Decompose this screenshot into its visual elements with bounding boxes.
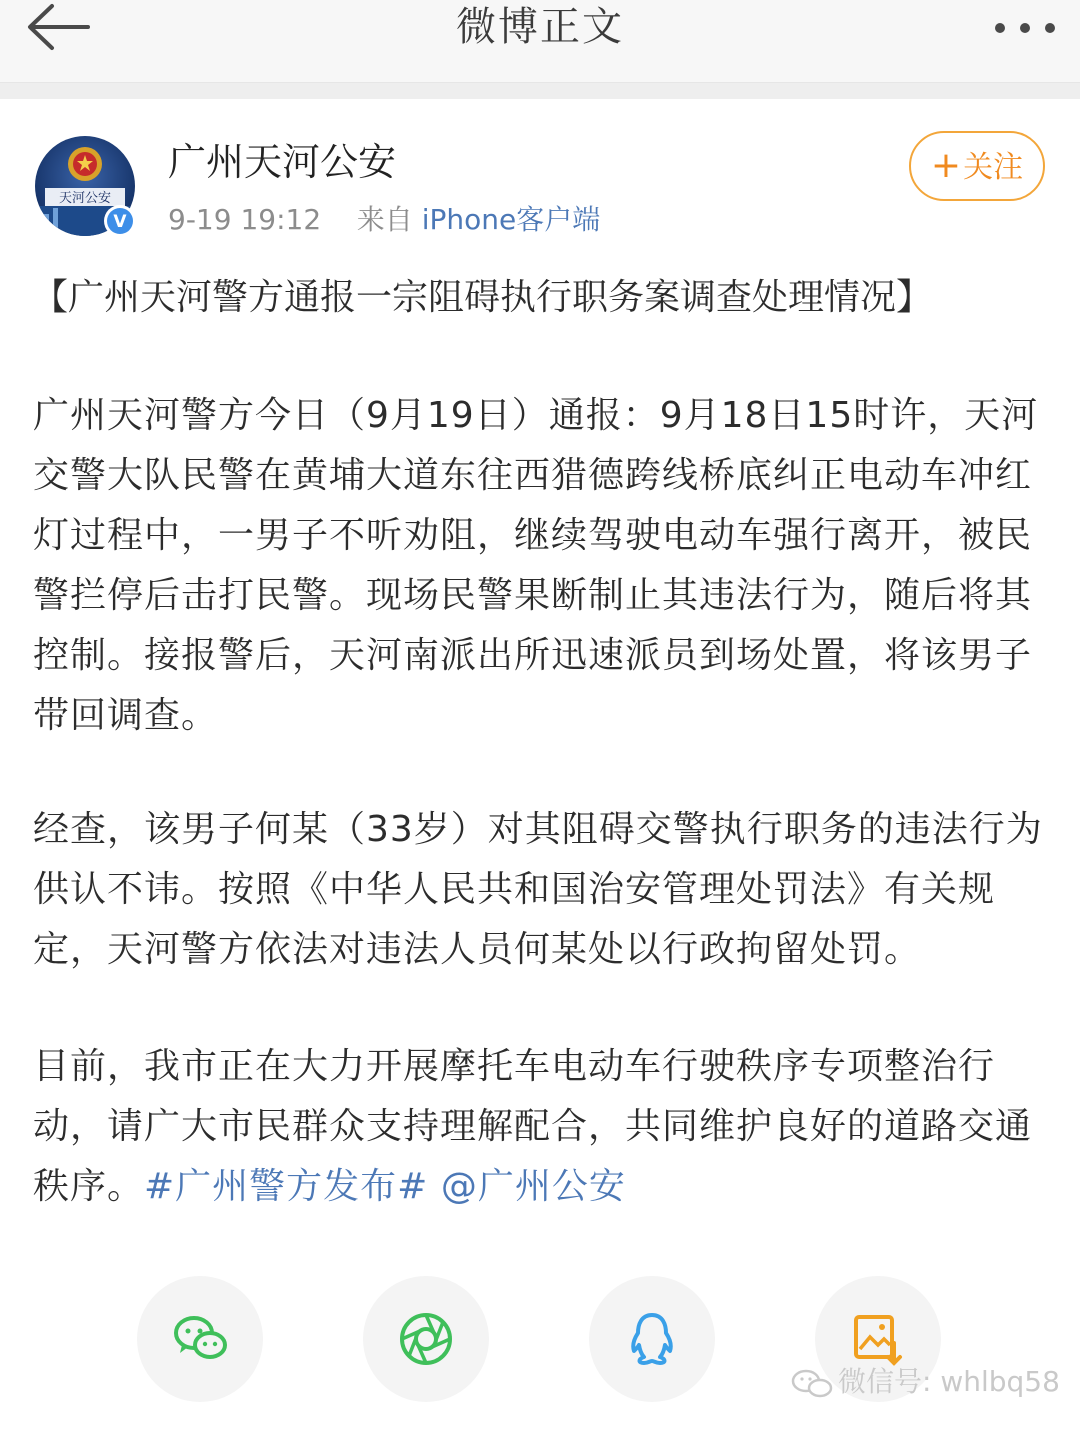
post-paragraph: 经查，该男子何某（33岁）对其阻碍交警执行职务的违法行为供认不讳。按照《中华人民共和国治安管理处罚法》有关规定，天河警方依法对违法人员何某处以行政拘留处罚。 bbox=[33, 809, 1043, 970]
more-button[interactable] bbox=[992, 18, 1058, 38]
wechat-icon bbox=[170, 1309, 230, 1369]
plus-icon: + bbox=[930, 145, 962, 186]
share-moments-button[interactable] bbox=[363, 1276, 489, 1402]
post-paragraph bbox=[33, 1037, 1048, 1217]
post-paragraph: 广州天河警方今日（9月19日）通报：9月18日15时许，天河交警大队民警在黄埔大道东往西猎德跨线桥底纠正电动车冲红灯过程中，一男子不听劝阻，继续驾驶电动车强行离开，被民警拦停后击打民警。现场民警果断制止其违法行为，随后将其控制。接报警后，天河南派出所迅速派员到场处置，将该男子带回调查。 bbox=[33, 395, 1039, 736]
source-prefix: 来自 bbox=[356, 203, 413, 236]
more-dots-icon bbox=[992, 18, 1058, 38]
post-meta bbox=[168, 200, 600, 240]
moments-icon bbox=[396, 1309, 456, 1369]
watermark bbox=[790, 1362, 1060, 1402]
qq-icon bbox=[622, 1309, 682, 1369]
source-client: iPhone客户端 bbox=[421, 203, 601, 236]
share-qq-button[interactable] bbox=[589, 1276, 715, 1402]
wechat-watermark-icon bbox=[790, 1367, 834, 1399]
watermark-text: 微信号: whlbq58 bbox=[838, 1365, 1060, 1398]
page-title: 微博正文 bbox=[456, 4, 624, 50]
section-divider bbox=[0, 83, 1080, 99]
hashtag-link[interactable]: #广州警方发布# bbox=[144, 1166, 429, 1207]
post-title: 【广州天河警方通报一宗阻碍执行职务案调查处理情况】 bbox=[32, 277, 933, 318]
follow-label: 关注 bbox=[963, 150, 1024, 185]
author-name[interactable]: 广州天河公安 bbox=[168, 140, 397, 184]
follow-button[interactable] bbox=[909, 131, 1045, 201]
top-bar bbox=[0, 0, 1080, 83]
svg-text:天河公安: 天河公安 bbox=[58, 191, 112, 206]
verified-badge-icon bbox=[103, 204, 137, 238]
post-paragraph-text: 目前，我市正在大力开展摩托车电动车行驶秩序专项整治行动，请广大市民群众支持理解配合，共同维护良好的道路交通秩序。 bbox=[33, 1046, 1033, 1207]
share-wechat-button[interactable] bbox=[137, 1276, 263, 1402]
save-image-icon bbox=[848, 1309, 908, 1369]
timestamp: 9-19 19:12 bbox=[168, 203, 322, 236]
svg-text:V: V bbox=[113, 212, 127, 232]
mention-link[interactable]: @广州公安 bbox=[440, 1166, 626, 1207]
